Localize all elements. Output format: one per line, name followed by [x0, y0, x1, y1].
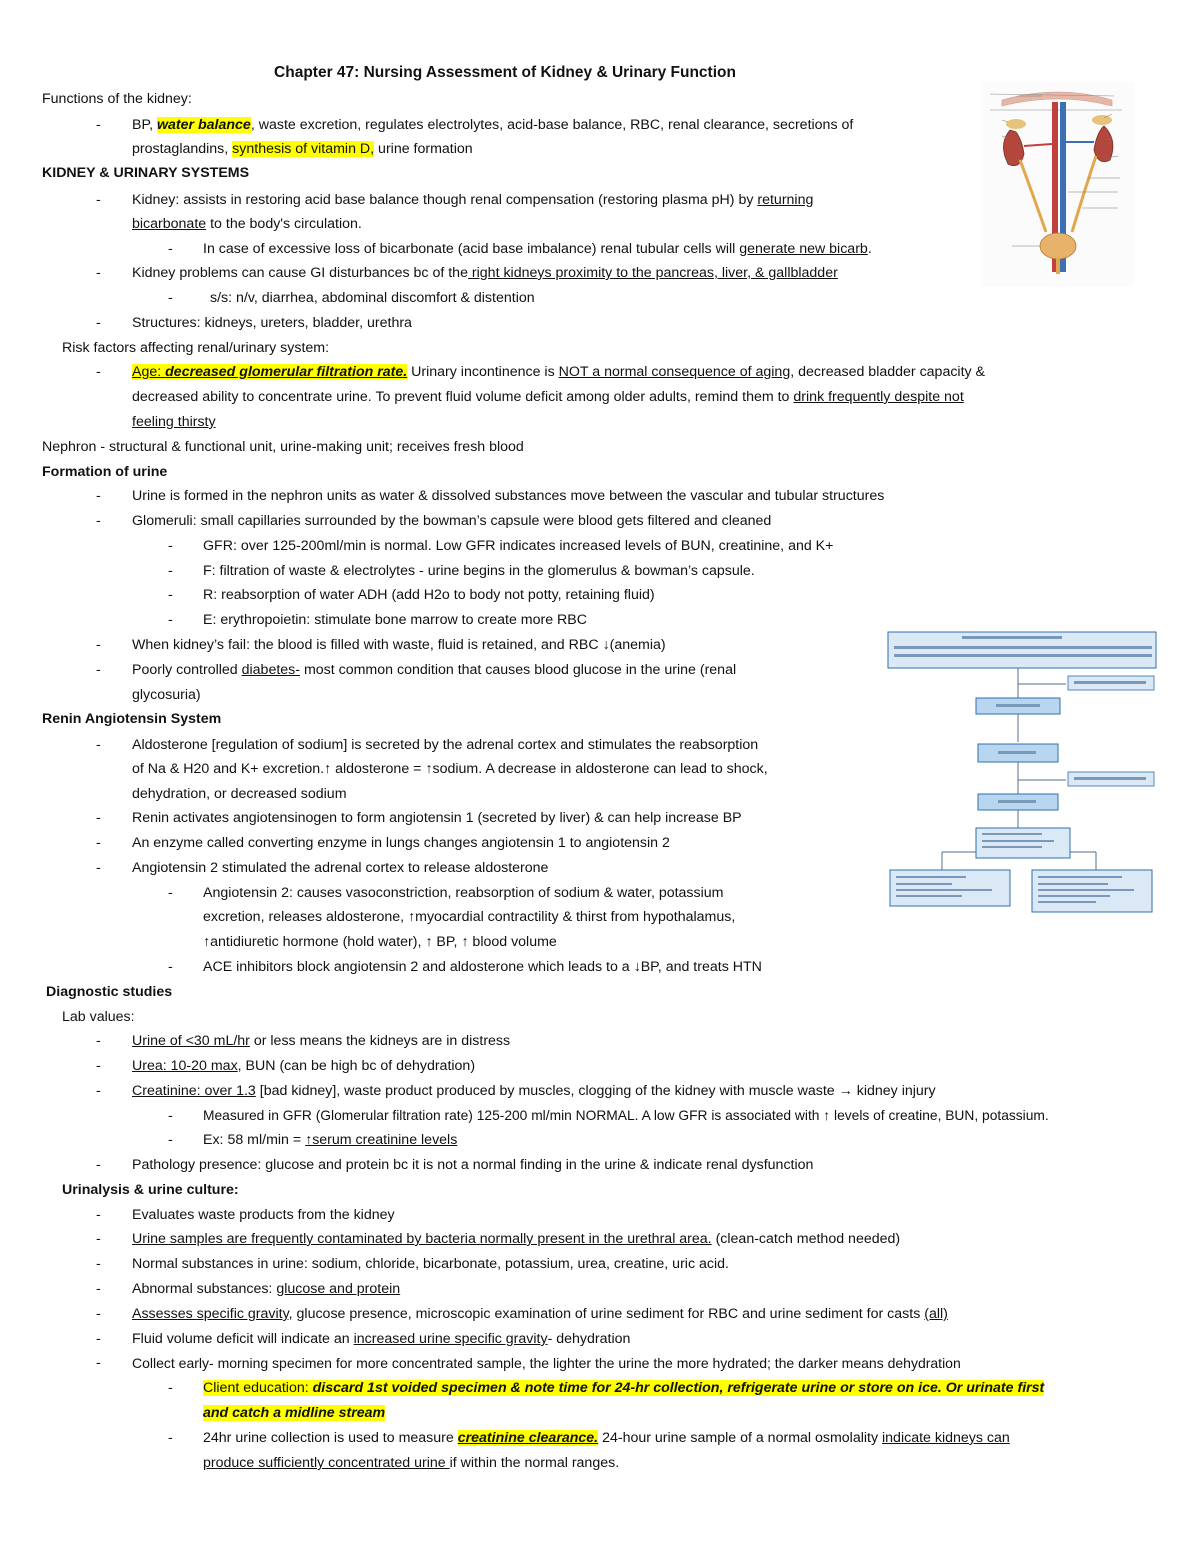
section-heading: KIDNEY & URINARY SYSTEMS [42, 165, 250, 181]
highlight: discard 1st voided specimen & note time for 24-hr collection, refrigerate urine or store on ice. Or urinate first [312, 1380, 1045, 1396]
renin-angiotensin-figure [882, 630, 1160, 920]
bullet-dash: - [168, 612, 173, 628]
text-line: Kidney problems can cause GI disturbances bc of the right kidneys proximity to the pancreas, liver, & gallbladder [132, 265, 838, 281]
text-line: Urine is formed in the nephron units as water & dissolved substances move between the vascular and tubular structures [132, 488, 885, 504]
text-line: Urine of <30 mL/hr or less means the kidneys are in distress [132, 1033, 511, 1049]
text-line: Poorly controlled diabetes- most common condition that causes blood glucose in the urine (renal [132, 662, 737, 678]
highlight: and catch a midline stream [203, 1405, 386, 1421]
bullet-dash: - [96, 1207, 101, 1223]
bullet-dash: - [96, 488, 101, 504]
text-line: dehydration, or decreased sodium [132, 786, 347, 802]
bullet-dash: - [96, 192, 101, 208]
text-line: glycosuria) [132, 687, 201, 703]
bullet-dash: - [96, 1331, 101, 1347]
text-line: F: filtration of waste & electrolytes - urine begins in the glomerulus & bowman’s capsule. [203, 563, 755, 579]
text-line: bicarbonate to the body's circulation. [132, 216, 362, 232]
bullet-dash: - [168, 290, 173, 306]
text-line: BP, water balance, waste excretion, regulates electrolytes, acid-base balance, RBC, renal clearance, secretions of [132, 117, 854, 133]
bullet-dash: - [96, 1157, 101, 1173]
bullet-dash: - [96, 662, 101, 678]
bullet-dash: - [168, 885, 173, 901]
bullet-dash: - [96, 1256, 101, 1272]
text-line: Urine samples are frequently contaminated by bacteria normally present in the urethral area. (clean-catch method needed) [132, 1231, 901, 1247]
highlight: Age: [132, 364, 166, 380]
text-line: Functions of the kidney: [42, 91, 192, 107]
text-line: Collect early- morning specimen for more concentrated sample, the lighter the urine the more hydrated; the darker means dehydration [132, 1355, 961, 1371]
bullet-dash: - [168, 241, 173, 257]
bullet-dash: - [96, 1355, 101, 1371]
bullet-dash: - [96, 513, 101, 529]
bullet-dash: - [96, 1033, 101, 1049]
text-line: Glomeruli: small capillaries surrounded by the bowman’s capsule were blood gets filtered and cleaned [132, 513, 772, 529]
text-line: An enzyme called converting enzyme in lungs changes angiotensin 1 to angiotensin 2 [132, 835, 670, 851]
highlight: water balance [156, 117, 251, 133]
text-line: R: reabsorption of water ADH (add H2o to body not potty, retaining fluid) [203, 587, 655, 603]
highlight: creatinine clearance. [457, 1430, 599, 1446]
text-line: Nephron - structural & functional unit, urine-making unit; receives fresh blood [42, 439, 524, 455]
text-line: Renin activates angiotensinogen to form angiotensin 1 (secreted by liver) & can help increase BP [132, 810, 742, 826]
bullet-dash: - [96, 1306, 101, 1322]
bullet-dash: - [168, 587, 173, 603]
bullet-dash: - [96, 315, 101, 331]
text-line: Pathology presence: glucose and protein bc it is not a normal finding in the urine & indicate renal dysfunction [132, 1157, 814, 1173]
bullet-dash: - [96, 117, 101, 133]
bullet-dash: - [168, 1430, 173, 1446]
bullet-dash: - [168, 1132, 173, 1148]
section-heading: Renin Angiotensin System [42, 711, 222, 727]
text-line: Creatinine: over 1.3 [bad kidney], waste product produced by muscles, clogging of the kidney with muscle waste → kidney injury [132, 1083, 936, 1099]
text-line: When kidney’s fail: the blood is filled with waste, fluid is retained, and RBC ↓(anemia) [132, 637, 666, 653]
highlight: synthesis of vitamin D, [232, 141, 375, 157]
text-line: excretion, releases aldosterone, ↑myocardial contractility & thirst from hypothalamus, [203, 909, 736, 925]
anatomy-illustration [982, 82, 1134, 287]
text-line: In case of excessive loss of bicarbonate (acid base imbalance) renal tubular cells will generate new bicarb. [203, 241, 872, 257]
bullet-dash: - [96, 860, 101, 876]
text-line [203, 1404, 385, 1422]
bullet-dash: - [168, 1380, 173, 1396]
text-line: Lab values: [62, 1009, 135, 1025]
bullet-dash: - [168, 563, 173, 579]
text-line: Normal substances in urine: sodium, chloride, bicarbonate, potassium, urea, creatine, uric acid. [132, 1256, 729, 1272]
text-line: GFR: over 125-200ml/min is normal. Low GFR indicates increased levels of BUN, creatinine, and K+ [203, 538, 834, 554]
bullet-dash: - [168, 538, 173, 554]
text-line: prostaglandins, synthesis of vitamin D, urine formation [132, 141, 473, 157]
text-line: Aldosterone [regulation of sodium] is secreted by the adrenal cortex and stimulates the reabsorption [132, 737, 759, 753]
bullet-dash: - [96, 1083, 101, 1099]
text-line: feeling thirsty [132, 414, 216, 430]
bullet-dash: - [96, 364, 101, 380]
text-line: Ex: 58 ml/min = ↑serum creatinine levels [203, 1132, 458, 1148]
bullet-dash: - [96, 265, 101, 281]
bullet-dash: - [168, 959, 173, 975]
highlight: decreased glomerular filtration rate. [165, 364, 408, 380]
section-heading: Formation of urine [42, 464, 168, 480]
text-line: Angiotensin 2: causes vasoconstriction, reabsorption of sodium & water, potassium [203, 885, 724, 901]
text-line: Evaluates waste products from the kidney [132, 1207, 395, 1223]
highlight: Client education: [203, 1380, 313, 1396]
text-line: of Na & H20 and K+ excretion.↑ aldosterone = ↑sodium. A decrease in aldosterone can lead to shock, [132, 761, 768, 777]
text-line: Age: decreased glomerular filtration rate. Urinary incontinence is NOT a normal consequence of aging, decreased bladder capacity & [132, 364, 986, 380]
section-heading: Urinalysis & urine culture: [62, 1182, 239, 1198]
text-line: produce sufficiently concentrated urine if within the normal ranges. [203, 1455, 620, 1471]
bullet-dash: - [96, 1231, 101, 1247]
urinary-anatomy-figure [982, 82, 1134, 287]
text-line: Risk factors affecting renal/urinary system: [62, 340, 330, 356]
text-line: ACE inhibitors block angiotensin 2 and aldosterone which leads to a ↓BP, and treats HTN [203, 959, 762, 975]
text-line: Kidney: assists in restoring acid base balance though renal compensation (restoring plasma pH) by returning [132, 192, 814, 208]
text-line: Urea: 10-20 max, BUN (can be high bc of dehydration) [132, 1058, 476, 1074]
bullet-dash: - [96, 810, 101, 826]
renin-flowchart [882, 630, 1160, 920]
bullet-dash: - [96, 835, 101, 851]
text-line: Abnormal substances: glucose and protein [132, 1281, 401, 1297]
bullet-dash: - [96, 1281, 101, 1297]
section-heading: Diagnostic studies [46, 984, 173, 1000]
text-line: Measured in GFR (Glomerular filtration rate) 125-200 ml/min NORMAL. A low GFR is associated with ↑ levels of creatine, BUN, potassium. [203, 1108, 1049, 1123]
text-line: Structures: kidneys, ureters, bladder, urethra [132, 315, 412, 331]
bullet-dash: - [168, 1108, 173, 1124]
page-title: Chapter 47: Nursing Assessment of Kidney & Urinary Function [274, 64, 736, 81]
bullet-dash: - [96, 637, 101, 653]
bullet-dash: - [96, 1058, 101, 1074]
text-line: Assesses specific gravity, glucose presence, microscopic examination of urine sediment for RBC and urine sediment for casts (all) [132, 1306, 948, 1322]
text-line: s/s: n/v, diarrhea, abdominal discomfort & distention [210, 290, 535, 306]
text-line: 24hr urine collection is used to measure creatinine clearance. 24-hour urine sample of a normal osmolality indicate kidneys can [203, 1430, 1010, 1446]
text-line [203, 1379, 1044, 1397]
text-line: decreased ability to concentrate urine. To prevent fluid volume deficit among older adults, remind them to drink frequently despite not [132, 389, 964, 405]
bullet-dash: - [96, 737, 101, 753]
text-line: Fluid volume deficit will indicate an increased urine specific gravity- dehydration [132, 1331, 631, 1347]
text-line: Angiotensin 2 stimulated the adrenal cortex to release aldosterone [132, 860, 549, 876]
text-line: ↑antidiuretic hormone (hold water), ↑ BP, ↑ blood volume [203, 934, 557, 950]
text-line: E: erythropoietin: stimulate bone marrow to create more RBC [203, 612, 588, 628]
